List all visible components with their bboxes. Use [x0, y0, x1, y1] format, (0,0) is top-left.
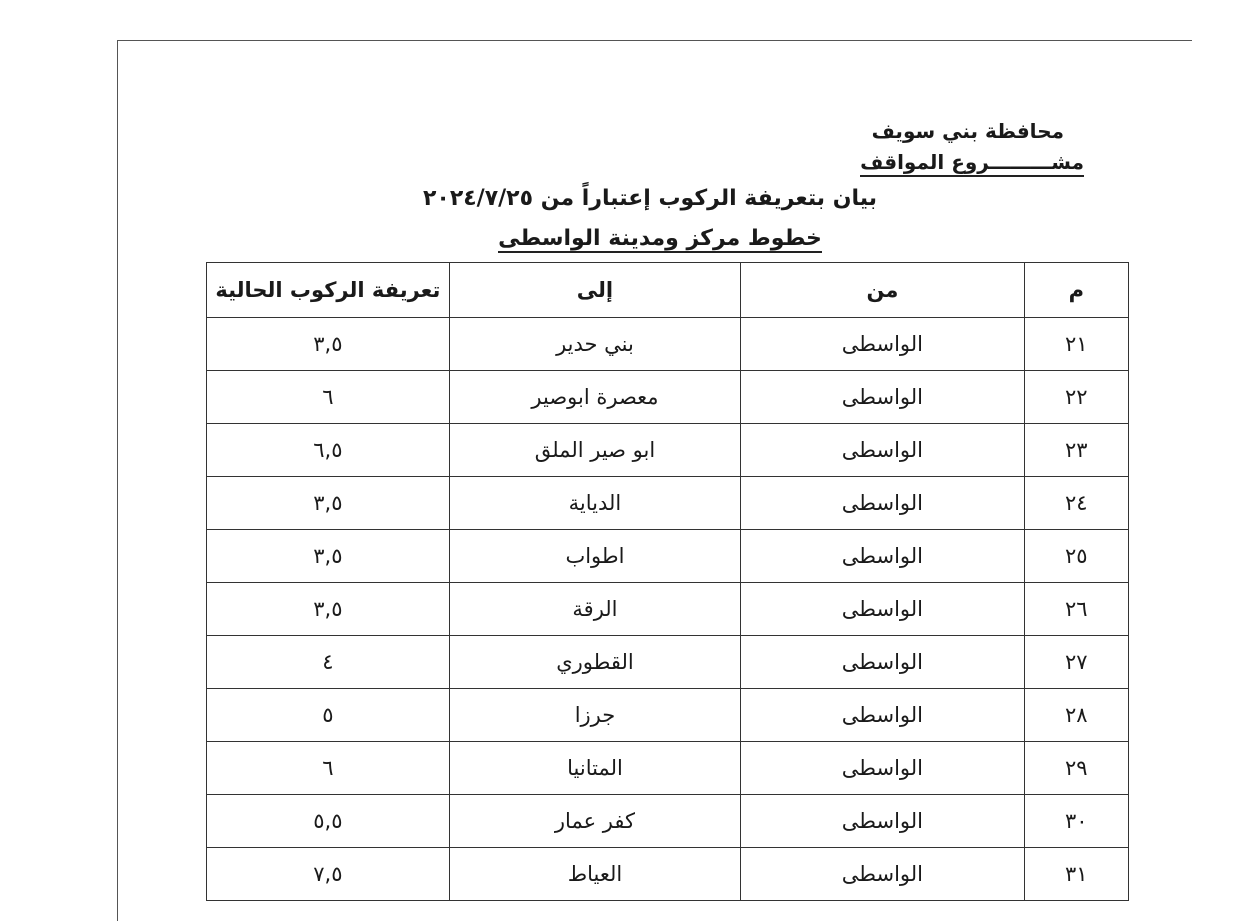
document-subtitle — [0, 226, 1240, 251]
cell-to: جرزا — [449, 689, 740, 742]
cell-from: الواسطى — [741, 636, 1024, 689]
col-header-fare: تعريفة الركوب الحالية — [207, 263, 450, 318]
document-subtitle-text: خطوط مركز ومدينة الواسطى — [498, 226, 822, 251]
cell-fare: ٣,٥ — [207, 477, 450, 530]
cell-from: الواسطى — [741, 848, 1024, 901]
cell-from: الواسطى — [741, 530, 1024, 583]
cell-fare: ٥,٥ — [207, 795, 450, 848]
cell-to: ابو صير الملق — [449, 424, 740, 477]
cell-from: الواسطى — [741, 424, 1024, 477]
col-header-to: إلى — [449, 263, 740, 318]
cell-from: الواسطى — [741, 318, 1024, 371]
table-row — [207, 530, 1129, 583]
col-header-from: من — [741, 263, 1024, 318]
col-header-number: م — [1024, 263, 1128, 318]
cell-fare: ٤ — [207, 636, 450, 689]
table-header-row — [207, 263, 1129, 318]
cell-to: بني حدير — [449, 318, 740, 371]
table-row — [207, 848, 1129, 901]
cell-fare: ٥ — [207, 689, 450, 742]
cell-from: الواسطى — [741, 795, 1024, 848]
cell-number: ٢٤ — [1024, 477, 1128, 530]
cell-number: ٢٦ — [1024, 583, 1128, 636]
cell-number: ٢٢ — [1024, 371, 1128, 424]
tariff-table — [206, 262, 1129, 901]
table-row — [207, 636, 1129, 689]
cell-fare: ٦ — [207, 371, 450, 424]
project-heading: مشـــــــــروع المواقف — [860, 150, 1084, 177]
table-row — [207, 583, 1129, 636]
cell-fare: ٣,٥ — [207, 318, 450, 371]
cell-number: ٢٩ — [1024, 742, 1128, 795]
cell-fare: ٦ — [207, 742, 450, 795]
cell-from: الواسطى — [741, 477, 1024, 530]
cell-from: الواسطى — [741, 742, 1024, 795]
cell-to: العياط — [449, 848, 740, 901]
cell-to: اطواب — [449, 530, 740, 583]
cell-number: ٣٠ — [1024, 795, 1128, 848]
cell-fare: ٣,٥ — [207, 530, 450, 583]
cell-to: المتانيا — [449, 742, 740, 795]
table-row — [207, 689, 1129, 742]
document-title-text: بيان بتعريفة الركوب إعتباراً من ٢٠٢٤/٧/٢٥ — [422, 186, 878, 211]
cell-from: الواسطى — [741, 583, 1024, 636]
cell-number: ٢١ — [1024, 318, 1128, 371]
cell-number: ٢٥ — [1024, 530, 1128, 583]
table-row — [207, 318, 1129, 371]
document-title — [0, 186, 1240, 211]
cell-number: ٢٣ — [1024, 424, 1128, 477]
cell-number: ٣١ — [1024, 848, 1128, 901]
table-row — [207, 424, 1129, 477]
table-row — [207, 742, 1129, 795]
cell-number: ٢٨ — [1024, 689, 1128, 742]
cell-fare: ٣,٥ — [207, 583, 450, 636]
governorate-heading: محافظة بني سويف — [871, 119, 1064, 143]
cell-fare: ٦,٥ — [207, 424, 450, 477]
cell-to: الدياية — [449, 477, 740, 530]
cell-from: الواسطى — [741, 371, 1024, 424]
cell-from: الواسطى — [741, 689, 1024, 742]
cell-fare: ٧,٥ — [207, 848, 450, 901]
cell-to: كفر عمار — [449, 795, 740, 848]
cell-to: معصرة ابوصير — [449, 371, 740, 424]
cell-to: القطوري — [449, 636, 740, 689]
table-row — [207, 795, 1129, 848]
table-row — [207, 371, 1129, 424]
cell-number: ٢٧ — [1024, 636, 1128, 689]
cell-to: الرقة — [449, 583, 740, 636]
table-row — [207, 477, 1129, 530]
